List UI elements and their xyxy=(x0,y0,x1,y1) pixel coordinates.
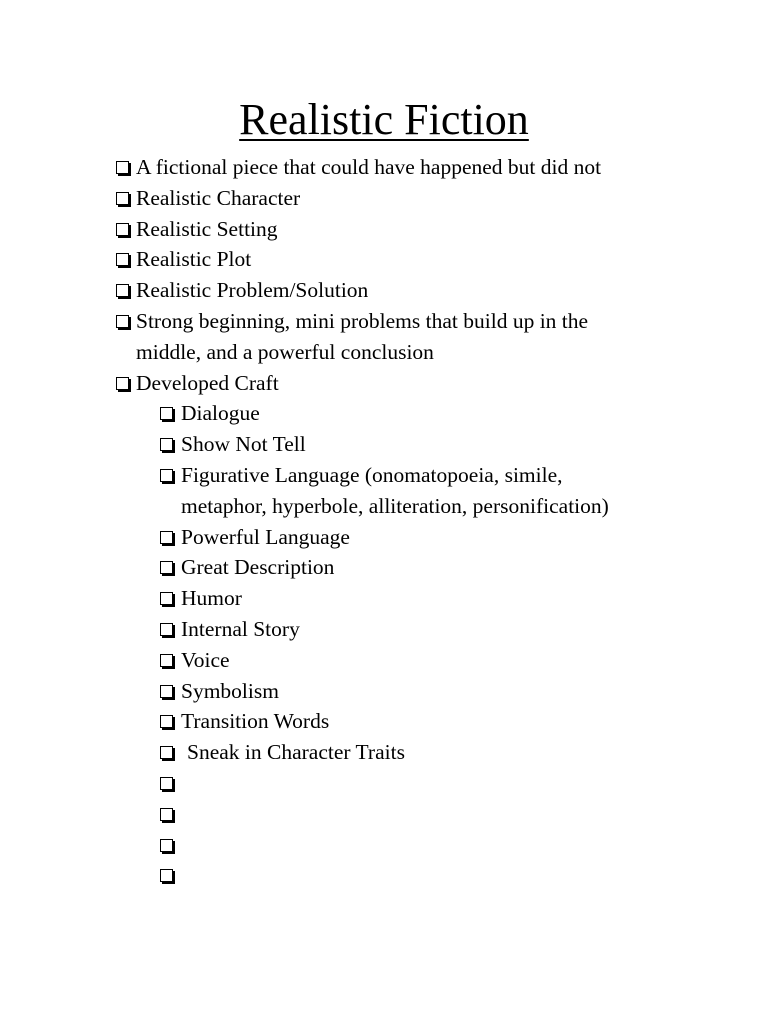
empty-checklist-item xyxy=(0,860,768,891)
checklist-subitem-text: Internal Story xyxy=(181,616,300,641)
checklist-item xyxy=(0,152,768,183)
checkbox-icon xyxy=(160,531,173,544)
checkbox-icon xyxy=(160,839,173,852)
checkbox-icon xyxy=(116,192,129,205)
checklist-item xyxy=(0,244,768,275)
checkbox-icon xyxy=(116,161,129,174)
checklist-item xyxy=(0,275,768,306)
checklist-subitem-text: Great Description xyxy=(181,555,335,580)
checklist-item-text: A fictional piece that could have happened but did not xyxy=(136,155,602,179)
checklist-subitem-text: Dialogue xyxy=(181,401,260,426)
checklist-item-text: Realistic Setting xyxy=(136,216,278,241)
checkbox-icon xyxy=(160,715,173,728)
checklist-subitem xyxy=(0,460,641,522)
empty-checklist-item xyxy=(0,830,768,861)
checklist-subitem-text: Voice xyxy=(181,647,230,672)
checklist-item-text: Developed Craft xyxy=(136,370,279,395)
checklist-item-text: Realistic Plot xyxy=(136,247,252,272)
checkbox-icon xyxy=(160,623,173,636)
checkbox-icon xyxy=(160,685,173,698)
page-title xyxy=(0,92,768,148)
empty-checklist-item xyxy=(0,768,768,799)
checklist-subitem-text: Powerful Language xyxy=(181,524,350,549)
checkbox-icon xyxy=(116,315,129,328)
checklist-subitem-text: Show Not Tell xyxy=(181,432,306,457)
checklist-item xyxy=(0,214,768,245)
checklist-subitem xyxy=(0,676,768,707)
checkbox-icon xyxy=(160,777,173,790)
checklist-subitem xyxy=(0,429,768,460)
checkbox-icon xyxy=(116,284,129,297)
checklist-item-text: Realistic Problem/Solution xyxy=(136,278,369,303)
checklist-subitem-text: Sneak in Character Traits xyxy=(187,740,405,765)
checklist-subitem xyxy=(0,645,768,676)
checklist xyxy=(0,152,768,891)
checklist-subitem-text: Humor xyxy=(181,586,242,611)
checkbox-icon xyxy=(160,407,173,420)
checklist-item-text: Realistic Character xyxy=(136,185,301,210)
checklist-item xyxy=(0,306,626,368)
checkbox-icon xyxy=(160,592,173,605)
checklist-subitem xyxy=(0,552,768,583)
checkbox-icon xyxy=(116,377,129,390)
checkbox-icon xyxy=(160,469,173,482)
checkbox-icon xyxy=(160,869,173,882)
checklist-item xyxy=(0,368,768,399)
checklist-item-text: Strong beginning, mini problems that build up in the middle, and a powerful conclusion xyxy=(136,308,589,364)
checkbox-icon xyxy=(160,438,173,451)
checkbox-icon xyxy=(160,654,173,667)
checkbox-icon xyxy=(116,223,129,236)
checklist-item xyxy=(0,183,768,214)
empty-checklist-item xyxy=(0,799,768,830)
checklist-subitem xyxy=(0,583,768,614)
checklist-subitem xyxy=(0,706,768,737)
checklist-subitem xyxy=(0,522,768,553)
checkbox-icon xyxy=(116,253,129,266)
page-title-text: Realistic Fiction xyxy=(239,95,529,144)
checklist-subitem-text: Figurative Language (onomatopoeia, simile, metaphor, hyperbole, alliteration, personification) xyxy=(181,462,609,518)
checklist-subitem-text: Symbolism xyxy=(181,678,279,703)
checkbox-icon xyxy=(160,746,173,759)
checklist-subitem xyxy=(0,614,768,645)
checklist-subitem xyxy=(0,398,768,429)
checkbox-icon xyxy=(160,808,173,821)
checkbox-icon xyxy=(160,561,173,574)
checklist-subitem xyxy=(0,737,768,768)
checklist-subitem-text: Transition Words xyxy=(181,709,330,734)
